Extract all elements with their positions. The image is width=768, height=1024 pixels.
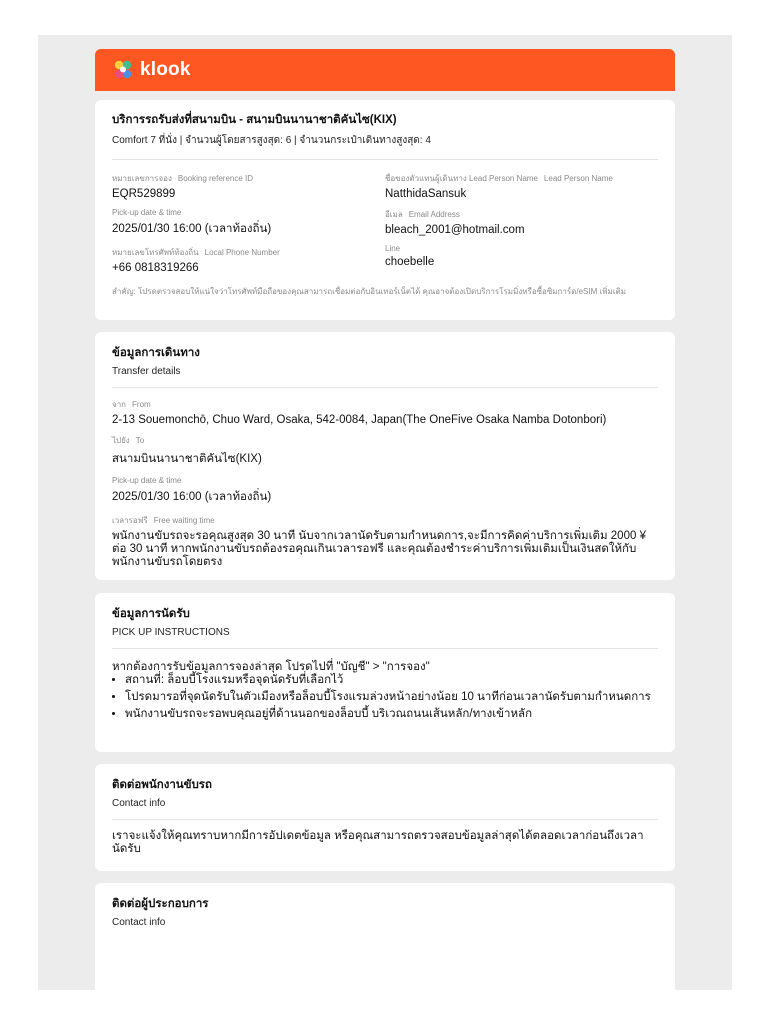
transfer-pickup-label: Pick-up date & time bbox=[112, 476, 182, 485]
booking-info-grid bbox=[112, 172, 658, 282]
transfer-pickup-field bbox=[112, 476, 658, 506]
klook-pinwheel-icon bbox=[111, 58, 135, 82]
pickup-instructions-list bbox=[112, 674, 658, 721]
booking-card bbox=[95, 100, 675, 320]
list-item: • สถานที่: ล็อบบี้โรงแรมหรือจุดนัดรับที่เลือกไว้ bbox=[125, 674, 658, 687]
line-value: choebelle bbox=[385, 256, 435, 268]
email-value[interactable]: bleach_2001@hotmail.com bbox=[385, 224, 525, 236]
pickup-instructions-title: ข้อมูลการนัดรับ bbox=[112, 608, 190, 620]
voucher-page bbox=[38, 35, 732, 990]
pickup-instructions-subtitle: PICK UP INSTRUCTIONS bbox=[112, 627, 230, 638]
line-field bbox=[385, 244, 658, 268]
pickup-field bbox=[112, 208, 385, 238]
transfer-title: ข้อมูลการเดินทาง bbox=[112, 347, 200, 359]
divider bbox=[112, 648, 658, 649]
driver-contact-text: เราจะแจ้งให้คุณทราบหากมีการอัปเดตข้อมูล หรือคุณสามารถตรวจสอบข้อมูลล่าสุดได้ตลอดเวลาก่อนถึงเวลานัดรับ bbox=[112, 830, 644, 855]
connectivity-note: สำคัญ: โปรดตรวจสอบให้แน่ใจว่าโทรศัพท์มือถือของคุณสามารถเชื่อมต่อกับอินเทอร์เน็ตได้ คุณอาจต้องเปิดบริการโรมมิ่งหรือซื้อซิมการ์ด/eSIM เพิ่มเติม bbox=[112, 287, 626, 296]
driver-contact-title: ติดต่อพนักงานขับรถ bbox=[112, 779, 212, 791]
booking-ref-value: EQR529899 bbox=[112, 188, 176, 200]
email-label: อีเมล Email Address bbox=[385, 210, 460, 219]
to-value: สนามบินนานาชาติคันไซ(KIX) bbox=[112, 453, 262, 465]
operator-contact-title: ติดต่อผู้ประกอบการ bbox=[112, 898, 209, 910]
to-label: ไปยัง To bbox=[112, 436, 145, 445]
phone-label: หมายเลขโทรศัพท์ท้องถิ่น Local Phone Number bbox=[112, 248, 280, 257]
pickup-label: Pick-up date & time bbox=[112, 208, 182, 217]
pickup-instructions-card bbox=[95, 593, 675, 752]
driver-contact-subtitle: Contact info bbox=[112, 798, 166, 809]
divider bbox=[112, 387, 658, 388]
lead-person-value: NatthidaSansuk bbox=[385, 188, 467, 200]
divider bbox=[112, 819, 658, 820]
from-field bbox=[112, 398, 658, 426]
lead-person-label: ชื่อของตัวแทนผู้เดินทาง Lead Person Name Lead Person Name bbox=[385, 174, 613, 183]
operator-contact-subtitle: Contact info bbox=[112, 917, 166, 928]
klook-header bbox=[95, 49, 675, 91]
waiting-time-field bbox=[112, 514, 658, 569]
from-label: จาก From bbox=[112, 400, 151, 409]
lead-person-field bbox=[385, 172, 658, 200]
phone-value: +66 0818319266 bbox=[112, 262, 199, 274]
list-item: • โปรดมารอที่จุดนัดรับในตัวเมืองหรือล็อบบี้โรงแรมล่วงหน้าอย่างน้อย 10 นาทีก่อนเวลานัดรับตามกำหนดการ bbox=[125, 691, 658, 704]
waiting-time-label: เวลารอฟรี Free waiting time bbox=[112, 516, 215, 525]
from-value: 2-13 Souemonchō, Chuo Ward, Osaka, 542-0084, Japan(The OneFive Osaka Namba Dotonbori) bbox=[112, 414, 607, 426]
phone-field bbox=[112, 246, 385, 274]
driver-contact-card bbox=[95, 764, 675, 871]
pickup-value: 2025/01/30 16:00 (เวลาท้องถิ่น) bbox=[112, 223, 272, 235]
to-field bbox=[112, 434, 658, 468]
list-item: • พนักงานขับรถจะรอพบคุณอยู่ที่ด้านนอกของล็อบบี้ บริเวณถนนเส้นหลัก/ทางเข้าหลัก bbox=[125, 708, 658, 721]
transfer-card bbox=[95, 332, 675, 580]
booking-info-left bbox=[112, 172, 385, 282]
line-label: Line bbox=[385, 244, 401, 253]
transfer-pickup-value: 2025/01/30 16:00 (เวลาท้องถิ่น) bbox=[112, 491, 272, 503]
vehicle-summary: Comfort 7 ที่นั่ง | จำนวนผู้โดยสารสูงสุด: 6 | จำนวนกระเป๋าเดินทางสูงสุด: 4 bbox=[112, 135, 431, 146]
klook-logo-text: klook bbox=[140, 59, 191, 80]
transfer-subtitle: Transfer details bbox=[112, 366, 181, 377]
booking-ref-label: หมายเลขการจอง Booking reference ID bbox=[112, 174, 254, 183]
waiting-time-value: พนักงานขับรถจะรอคุณสูงสุด 30 นาที นับจากเวลานัดรับตามกำหนดการ,จะมีการคิดค่าบริการเพิ่มเติม 2000 ¥ ต่อ 30 นาที หากพนักงานขับรถต้องรอคุณเกินเวลารอฟรี และคุณต้องชำระค่าบริการเพิ่มเติมเป็นเงินสดให้กับพนักงานขับรถโดยตรง bbox=[112, 530, 646, 568]
email-field bbox=[385, 208, 658, 236]
service-title: บริการรถรับส่งที่สนามบิน - สนามบินนานาชาติคันไซ(KIX) bbox=[112, 114, 397, 126]
booking-ref-field bbox=[112, 172, 385, 200]
operator-contact-card bbox=[95, 883, 675, 990]
divider bbox=[112, 159, 658, 160]
booking-info-right bbox=[385, 172, 658, 282]
pickup-instructions-intro: หากต้องการรับข้อมูลการจองล่าสุด โปรดไปที่ "บัญชี" > "การจอง" bbox=[112, 661, 430, 673]
